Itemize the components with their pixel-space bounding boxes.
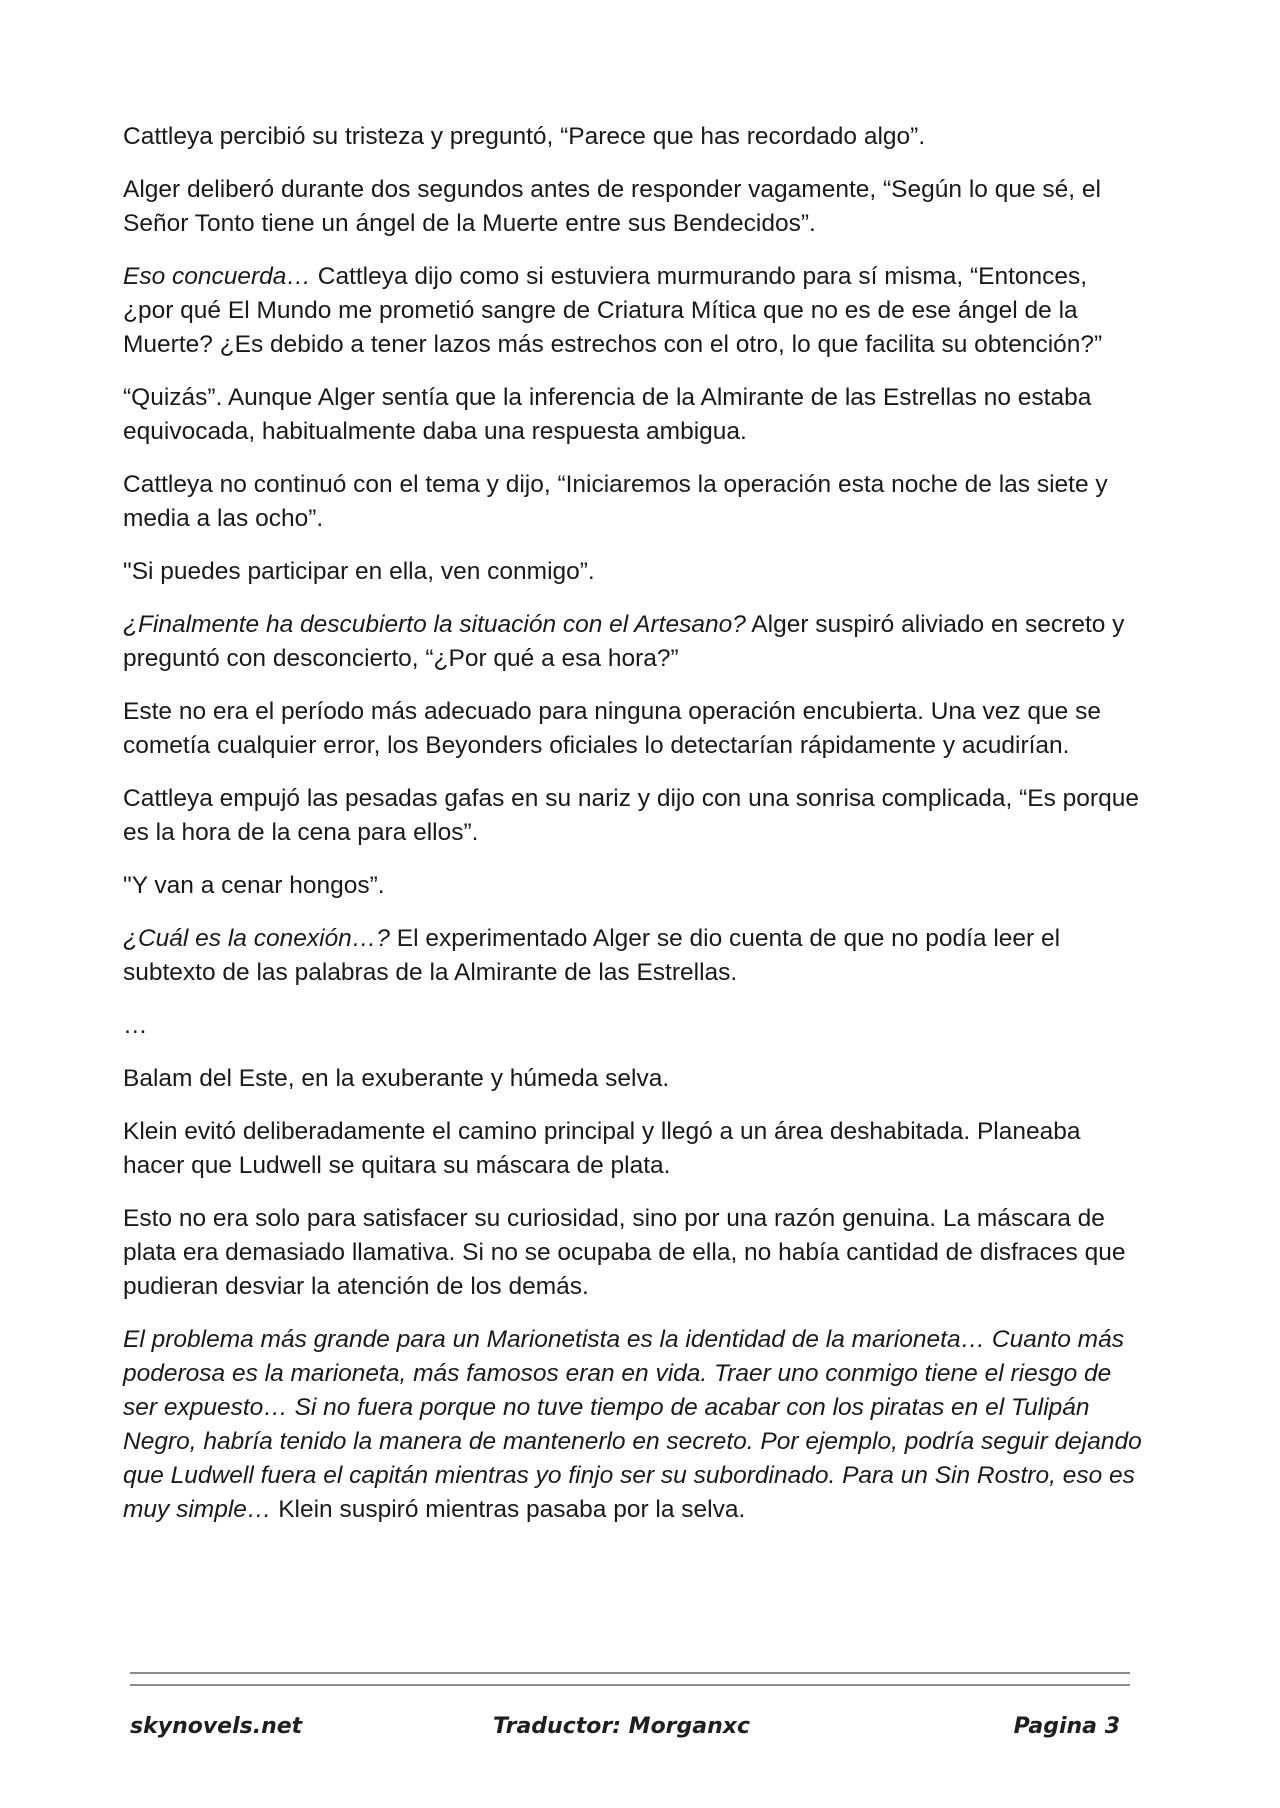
text-run: Klein suspiró mientras pasaba por la selva.: [271, 1496, 746, 1523]
paragraph: [123, 922, 1143, 990]
paragraph: [123, 260, 1143, 362]
text-run: Balam del Este, en la exuberante y húmeda selva.: [123, 1065, 670, 1092]
text-run: El experimentado Alger se dio cuenta de que no podía leer el subtexto de las palabras de la Almirante de las Estrellas.: [123, 925, 1061, 986]
italic-text: ¿Cuál es la conexión…?: [123, 925, 390, 952]
document-body: [123, 120, 1143, 1546]
paragraph: [123, 555, 1143, 589]
text-run: Este no era el período más adecuado para ninguna operación encubierta. Una vez que se cometía cualquier error, los Beyonders oficiales lo detectarían rápidamente y acudirían.: [123, 698, 1101, 759]
text-run: Cattleya no continuó con el tema y dijo, “Iniciaremos la operación esta noche de las siete y media a las ocho”.: [123, 471, 1108, 532]
text-run: Cattleya empujó las pesadas gafas en su nariz y dijo con una sonrisa complicada, “Es porque es la hora de la cena para ellos”.: [123, 785, 1139, 846]
paragraph: [123, 1062, 1143, 1096]
paragraph: [123, 173, 1143, 241]
text-run: …: [123, 1012, 148, 1039]
footer-page-number: Pagina 3: [1013, 1714, 1120, 1739]
text-run: "Si puedes participar en ella, ven conmigo”.: [123, 558, 595, 585]
italic-text: El problema más grande para un Marionetista es la identidad de la marioneta… Cuanto más poderosa es la marioneta, más famosos eran en vida. Traer uno conmigo tiene el riesgo de ser expuesto… Si no fuera porque no tuve tiempo de acabar con los piratas en el Tulipán Negro, habría tenido la manera de mantenerlo en secreto. Por ejemplo, podría seguir dejando que Ludwell fuera el capitán mientras yo finjo ser su subordinado. Para un Sin Rostro, eso es muy simple…: [123, 1326, 1142, 1523]
paragraph: [123, 608, 1143, 676]
text-run: "Y van a cenar hongos”.: [123, 872, 385, 899]
text-run: Klein evitó deliberadamente el camino principal y llegó a un área deshabitada. Planeaba hacer que Ludwell se quitara su máscara de plata.: [123, 1118, 1081, 1179]
text-run: Alger suspiró aliviado en secreto y preguntó con desconcierto, “¿Por qué a esa hora?”: [123, 611, 1125, 672]
paragraph: [123, 1323, 1143, 1527]
paragraph: [123, 120, 1143, 154]
paragraph: [123, 381, 1143, 449]
page-footer: [130, 1714, 1120, 1754]
paragraph: [123, 1115, 1143, 1183]
paragraph: [123, 1202, 1143, 1304]
text-run: “Quizás”. Aunque Alger sentía que la inferencia de la Almirante de las Estrellas no estaba equivocada, habitualmente daba una respuesta ambigua.: [123, 384, 1092, 445]
text-run: Esto no era solo para satisfacer su curiosidad, sino por una razón genuina. La máscara de plata era demasiado llamativa. Si no se ocupaba de ella, no había cantidad de disfraces que pudieran desviar la atención de los demás.: [123, 1205, 1126, 1300]
text-run: Cattleya percibió su tristeza y preguntó, “Parece que has recordado algo”.: [123, 123, 926, 150]
footer-site: skynovels.net: [130, 1714, 303, 1739]
paragraph: [123, 782, 1143, 850]
italic-text: Eso concuerda…: [123, 263, 311, 290]
footer-rule-bottom: [130, 1684, 1130, 1686]
text-run: Cattleya dijo como si estuviera murmurando para sí misma, “Entonces, ¿por qué El Mundo me prometió sangre de Criatura Mítica que no es de ese ángel de la Muerte? ¿Es debido a tener lazos más estrechos con el otro, lo que facilita su obtención?”: [123, 263, 1103, 358]
paragraph: [123, 695, 1143, 763]
footer-rule-top: [130, 1672, 1130, 1674]
italic-text: ¿Finalmente ha descubierto la situación con el Artesano?: [123, 611, 746, 638]
footer-divider: [130, 1672, 1130, 1686]
footer-translator: Traductor: Morganxc: [493, 1714, 751, 1739]
paragraph: [123, 468, 1143, 536]
text-run: Alger deliberó durante dos segundos antes de responder vagamente, “Según lo que sé, el Señor Tonto tiene un ángel de la Muerte entre sus Bendecidos”.: [123, 176, 1101, 237]
paragraph: [123, 1009, 1143, 1043]
paragraph: [123, 869, 1143, 903]
